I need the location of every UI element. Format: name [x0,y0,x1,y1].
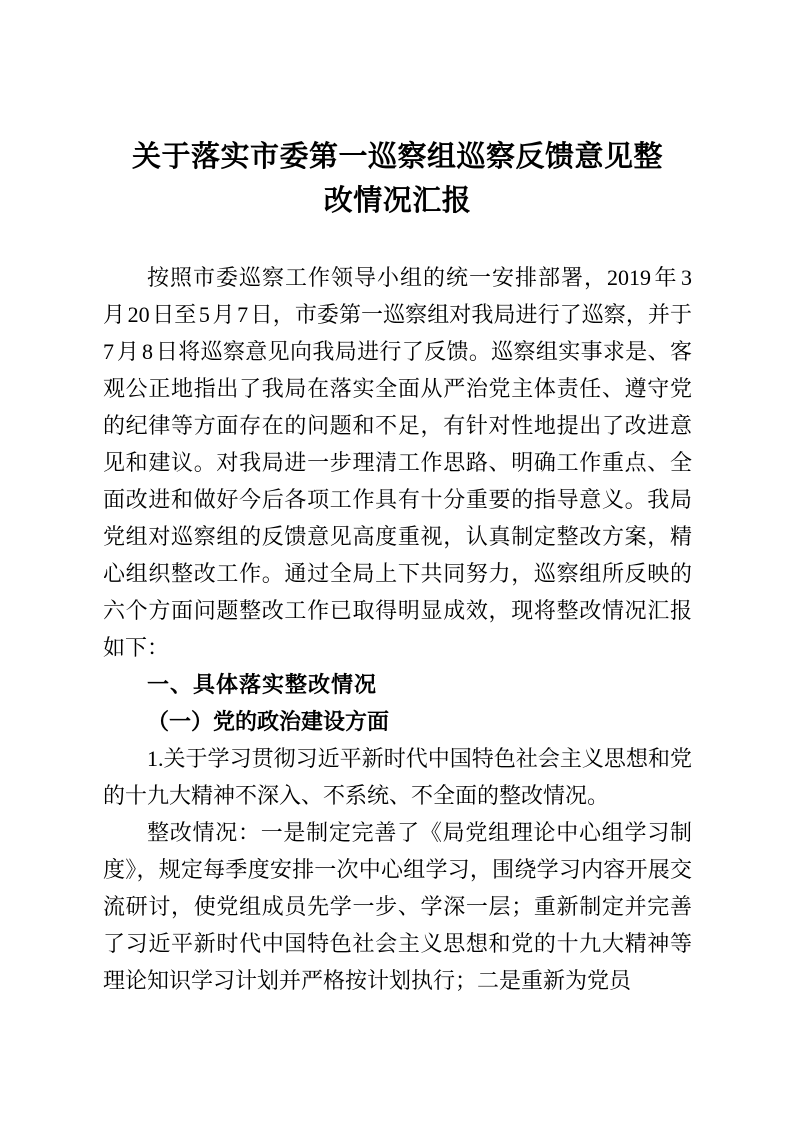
document-body [103,259,692,999]
paragraph-rectification-1: 整改情况：一是制定完善了《局党组理论中心组学习制度》，规定每季度安排一次中心组学习，围绕学习内容开展交流研讨，使党组成员先学一步、学深一层；重新制定并完善了习近平新时代中国特色社会主义思想和党的十九大精神等理论知识学习计划并严格按计划执行；二是重新为党员 [103,820,692,993]
section-heading: 一、具体落实整改情况 [147,672,378,697]
paragraph-intro: 按照市委巡察工作领导小组的统一安排部署，2019 年 3 月 20 日至 5 月 7 日，市委第一巡察组对我局进行了巡察，并于 7 月 8 日将巡察意见向我局进行了反馈。巡察组实事求是、客观公正地指出了我局在落实全面从严治党主体责任、遵守党的纪律等方面存在的问题和不足，有针对性地提出了改进意见和建议。对我局进一步理清工作思路、明确工作重点、全面改进和做好今后各项工作具有十分重要的指导意义。我局党组对巡察组的反馈意见高度重视，认真制定整改方案，精心组织整改工作。通过全局上下共同努力，巡察组所反映的六个方面问题整改工作已取得明显成效，现将整改情况汇报如下： [103,265,692,660]
subsection-heading: （一）党的政治建设方面 [147,709,390,734]
document-title: 关于落实市委第一巡察组巡察反馈意见整改情况汇报 [131,141,663,217]
paragraph-issue-1: 1.关于学习贯彻习近平新时代中国特色社会主义思想和党的十九大精神不深入、不系统、不全面的整改情况。 [103,746,692,808]
